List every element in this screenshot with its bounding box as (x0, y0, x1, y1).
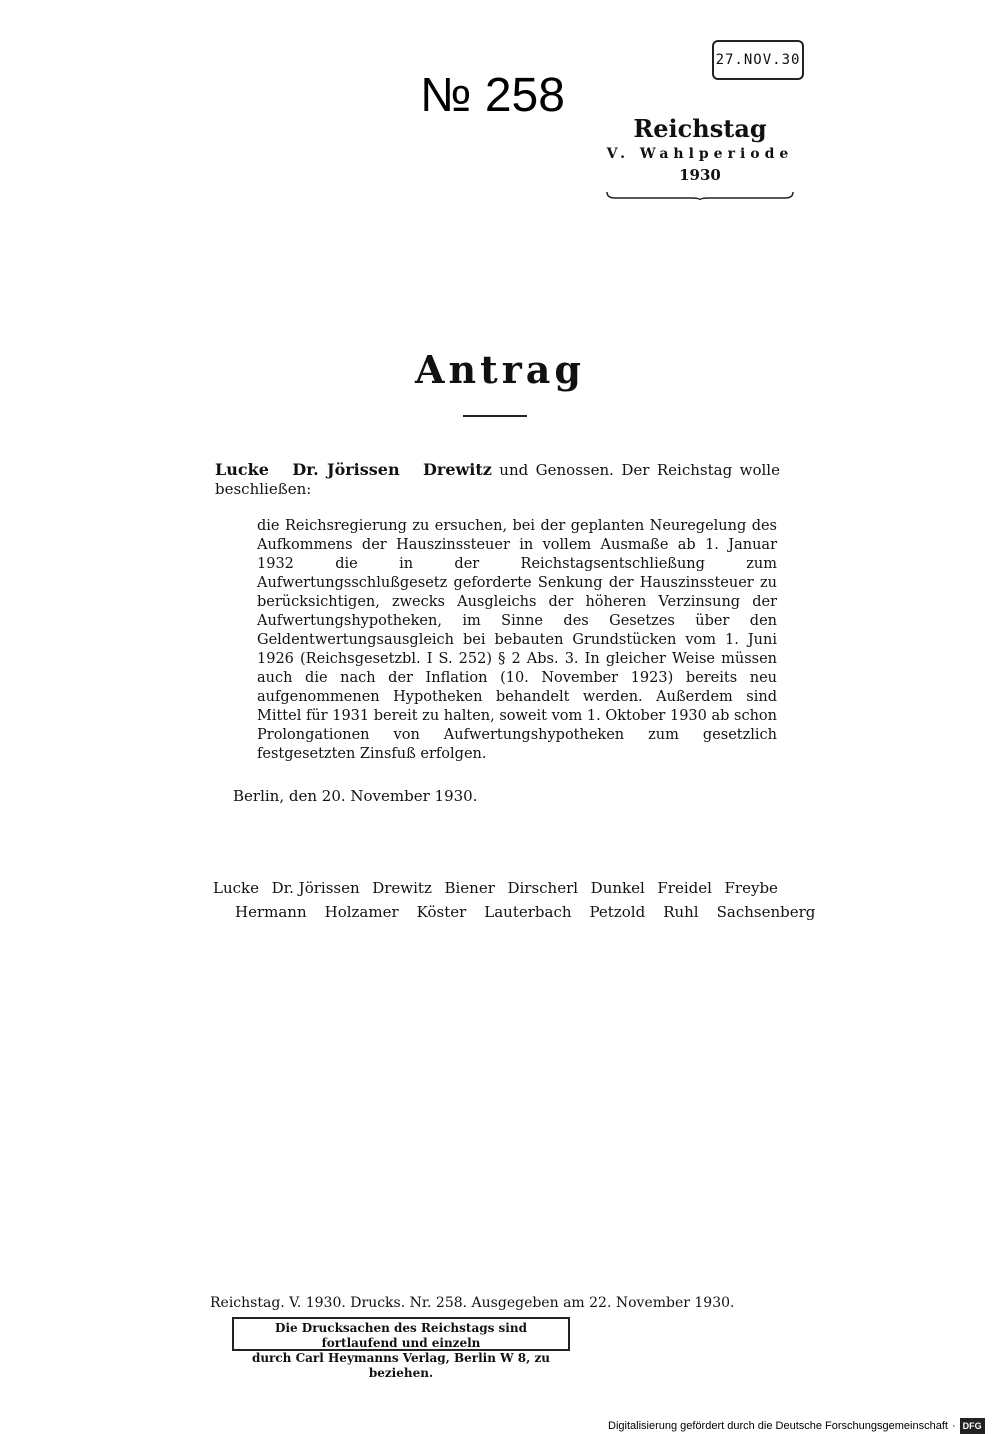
signatory: Holzamer (324, 903, 399, 921)
signatory: Köster (416, 903, 467, 921)
signatory: Hermann (235, 903, 307, 921)
signatory: Sachsenberg (716, 903, 816, 921)
signatory: Freybe (724, 879, 778, 897)
signatory: Dr. Jörissen (271, 879, 360, 897)
signatory: Petzold (589, 903, 646, 921)
signatories-row (213, 900, 816, 924)
footer-text: Digitalisierung gefördert durch die Deutsche Forschungsgemeinschaft (608, 1420, 948, 1432)
digitization-footer: Digitalisierung gefördert durch die Deutsche Forschungsgemeinschaft · DFG (608, 1418, 985, 1434)
imprint-line: Reichstag. V. 1930. Drucks. Nr. 258. Ausgegeben am 22. November 1930. (210, 1295, 735, 1311)
proposer-name: Dr. Jörissen (292, 460, 400, 479)
signatory: Freidel (657, 879, 712, 897)
reichstag-title: Reichstag (633, 114, 767, 143)
intro-paragraph (215, 460, 780, 499)
receipt-stamp: 27.NOV.30 (712, 40, 804, 80)
intro-rest: und Genossen. Der Reichstag wolle beschließen: (215, 461, 780, 498)
dfg-logo: DFG (960, 1418, 985, 1434)
notice-line: durch Carl Heymanns Verlag, Berlin W 8, zu beziehen. (251, 1351, 551, 1380)
reichstag-block (605, 115, 795, 185)
signatories (213, 876, 816, 924)
electoral-period: V. Wahlperiode (606, 146, 794, 162)
signatory: Lauterbach (484, 903, 572, 921)
notice-line: Die Drucksachen des Reichstags sind fortlaufend und einzeln (275, 1321, 527, 1350)
proposer-name: Drewitz (423, 460, 492, 479)
heading-rule (463, 415, 527, 417)
motion-text: die Reichsregierung zu ersuchen, bei der geplanten Neuregelung des Aufkommens der Hauszinssteuer in vollem Ausmaße ab 1. Januar 1932 die in der Reichstagsentschließung zum Aufwertungsschlußgesetz geforderte Senkung der Hauszinssteuer zu berücksichtigen, zwecks Ausgleichs der höheren Verzinsung der Aufwertungshypotheken, im Sinne des Gesetzes über den Geldentwertungsausgleich bei bebauten Grundstücken vom 1. Juni 1926 (Reichsgesetzbl. I S. 252) § 2 Abs. 3. In gleicher Weise müssen auch die nach der Inflation (10. November 1923) bereits neu aufgenommenen Hypotheken behandelt werden. Außerdem sind Mittel für 1931 bereit zu halten, soweit vom 1. Oktober 1930 ab schon Prolongationen von Aufwertungshypotheken zum gesetzlich festgesetzten Zinsfuß erfolgen. (257, 518, 777, 762)
signatory: Biener (444, 879, 495, 897)
distribution-notice (232, 1317, 570, 1380)
document-number: № 258 (420, 69, 565, 122)
document-heading: Antrag (415, 347, 585, 392)
signatories-row (213, 876, 778, 900)
signatory: Drewitz (372, 879, 432, 897)
signatory: Dunkel (590, 879, 645, 897)
reichstag-underline (605, 190, 795, 200)
dateline: Berlin, den 20. November 1930. (233, 787, 478, 805)
signatory: Lucke (213, 879, 259, 897)
session-year: 1930 (679, 166, 721, 184)
proposer-name: Lucke (215, 460, 269, 479)
signatory: Ruhl (663, 903, 699, 921)
signatory: Dirscherl (507, 879, 579, 897)
